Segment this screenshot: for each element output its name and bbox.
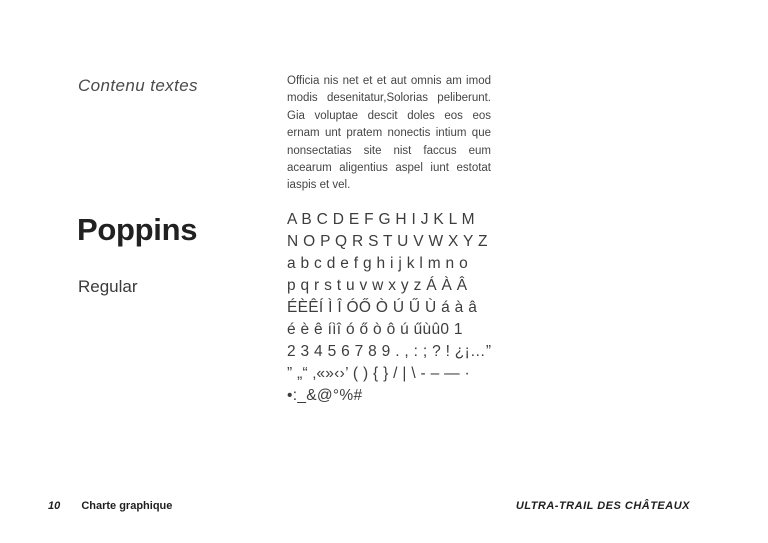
font-name-heading: Poppins [77,212,198,247]
specimen-line-uppercase-2: N O P Q R S T U V W X Y Z [287,233,488,250]
specimen-line-quotes-brackets: ” „“ ‚«»‹›’ ( ) { } / | \ - – — · [287,365,471,382]
specimen-line-uppercase-1: A B C D E F G H I J K L M [287,211,475,228]
body-text-sample: Officia nis net et et aut omnis am imod modis desenitatur,Solorias peliberunt. Gia voluptae descit doles eos eos ernam unt pratem nonectis intium que nonsectatias site nist faccus eum acearum aligentius aspel iunt estotat iaspis et vel. [287,75,491,192]
footer-left [48,500,172,512]
font-weight-label: Regular [78,277,138,296]
specimen-line-symbols: •:_&@°%# [287,387,363,404]
character-specimen [287,209,491,407]
brand-name: ULTRA-TRAIL DES CHÂTEAUX [515,500,690,512]
specimen-line-lowercase-1: a b c d e f g h i j k l m n o [287,255,469,272]
specimen-line-accents-uppercase: ÉÈÊÍ Ì Î ÓŐ Ò Ú Ű Ù á à â [287,299,478,316]
specimen-line-lowercase-2: p q r s t u v w x y z Á À Â [287,277,468,294]
document-title: Charte graphique [81,500,173,512]
section-label: Contenu textes [78,76,198,95]
specimen-line-accents-lowercase: é è ê íìî ó ő ò ô ú űùû0 1 [287,321,463,338]
specimen-line-numerals-punctuation: 2 3 4 5 6 7 8 9 . , : ; ? ! ¿¡…” [287,343,492,360]
page-number: 10 [48,500,61,512]
